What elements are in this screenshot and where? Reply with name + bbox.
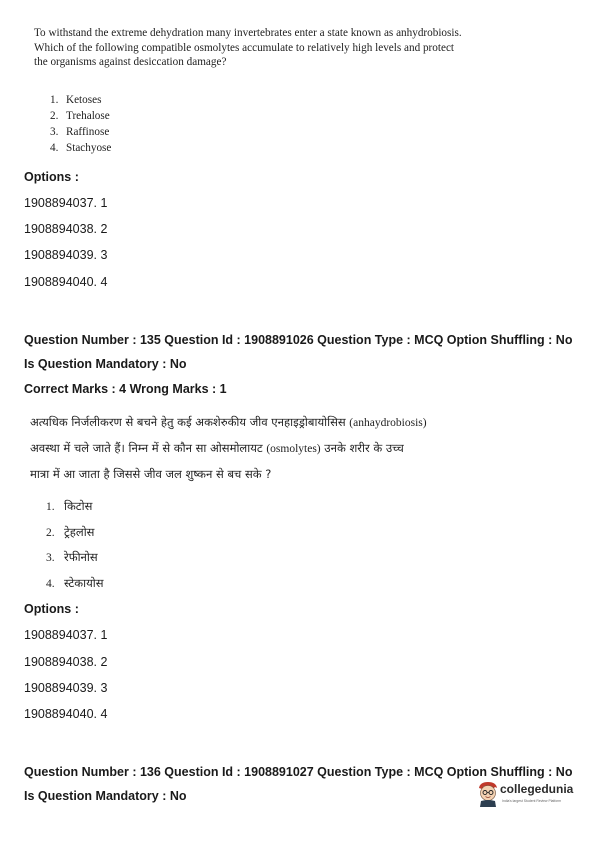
options-heading: Options : — [24, 170, 79, 184]
question-line — [30, 436, 470, 462]
question-line: To withstand the extreme dehydration many invertebrates enter a state known as anhydrobiosis. — [34, 27, 462, 39]
option-id-line: 1908894039. 3 — [24, 681, 108, 695]
choice-item — [46, 545, 104, 571]
question-134-text — [34, 26, 474, 70]
option-id-line: 1908894039. 3 — [24, 248, 108, 262]
options-heading: Options : — [24, 602, 79, 616]
choice-number: 2. — [50, 110, 59, 122]
hindi-text: उनके शरीर के उच्च — [324, 441, 404, 455]
choice-number: 1. — [46, 501, 55, 513]
choice-label: किटोस — [64, 499, 93, 513]
choice-label: स्टेकायोस — [64, 575, 104, 590]
choice-item — [46, 494, 104, 520]
question-134-choices — [50, 92, 111, 156]
option-id-line: 1908894038. 2 — [24, 222, 108, 236]
option-id-line: 1908894040. 4 — [24, 275, 108, 289]
collegedunia-mascot-icon — [476, 780, 500, 808]
choice-number: 3. — [50, 126, 59, 138]
latin-term: (osmolytes) — [266, 443, 321, 455]
choice-number: 4. — [46, 577, 55, 590]
question-line: मात्रा में आ जाता है जिससे जीव जल शुष्कन से बच सके ? — [30, 467, 272, 481]
choice-label: रेफीनोस — [64, 550, 98, 564]
choice-number: 4. — [50, 142, 59, 154]
hindi-text: अत्यधिक निर्जलीकरण से बचने हेतु कई अकशेरुकीय जीव एनहाइड्रोबायोसिस — [30, 415, 346, 429]
question-mandatory-line: Is Question Mandatory : No — [24, 789, 187, 803]
collegedunia-logo — [476, 780, 580, 814]
choice-item — [50, 92, 111, 108]
logo-tagline: India's largest Student Review Platform — [502, 799, 562, 803]
choice-item — [50, 108, 111, 124]
choice-label: Ketoses — [66, 94, 102, 106]
question-135-hindi-text — [30, 410, 470, 487]
choice-number: 1. — [50, 94, 59, 106]
choice-item — [50, 124, 111, 140]
choice-label: Stachyose — [66, 142, 112, 154]
option-id-line: 1908894038. 2 — [24, 655, 108, 669]
option-id-line: 1908894037. 1 — [24, 196, 108, 210]
question-marks-line: Correct Marks : 4 Wrong Marks : 1 — [24, 382, 227, 396]
question-meta-line: Question Number : 136 Question Id : 1908891027 Question Type : MCQ Option Shuffling : No — [24, 765, 573, 779]
question-line: Which of the following compatible osmolytes accumulate to relatively high levels and protect — [34, 41, 455, 54]
option-id-line: 1908894040. 4 — [24, 707, 108, 721]
question-meta-line: Question Number : 135 Question Id : 1908891026 Question Type : MCQ Option Shuffling : No — [24, 333, 573, 347]
choice-number: 2. — [46, 526, 55, 539]
choice-label: ट्रेहलोस — [64, 524, 95, 539]
question-135-choices — [46, 494, 104, 596]
latin-term: (anhaydrobiosis) — [349, 417, 427, 429]
option-id-line: 1908894037. 1 — [24, 628, 108, 642]
choice-number: 3. — [46, 552, 55, 564]
logo-wordmark: collegedunia — [500, 782, 574, 796]
hindi-text: अवस्था में चले जाते हैं। निम्न में से कौन सा ओसमोलायट — [30, 441, 263, 455]
choice-item — [50, 140, 111, 156]
choice-item — [46, 571, 104, 597]
question-line: the organisms against desiccation damage? — [34, 56, 227, 68]
choice-label: Raffinose — [66, 126, 110, 138]
choice-item — [46, 520, 104, 546]
question-mandatory-line: Is Question Mandatory : No — [24, 357, 187, 371]
question-line — [30, 410, 470, 436]
choice-label: Trehalose — [66, 110, 110, 122]
